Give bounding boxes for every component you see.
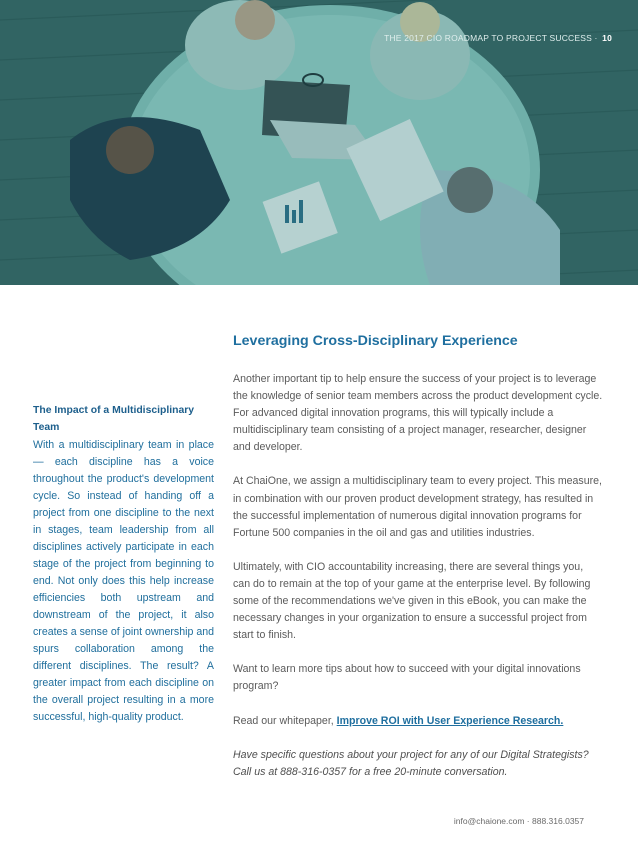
cta-prefix: Read our whitepaper,	[233, 714, 337, 727]
main-article	[233, 330, 603, 798]
paragraph-learn-more: Want to learn more tips about how to succeed with your digital innovations program?	[233, 663, 581, 693]
article-heading: Leveraging Cross-Disciplinary Experience	[233, 333, 518, 349]
sidebar-body: With a multidisciplinary team in place — each discipline has a voice throughout the product's development cycle. So instead of handing off a project from one discipline to the next in stages, team leadership from all disciplines actively participate in each stage of the project from beginning to end. Not only does this help increase efficiencies both upstream and downstream of the project, it also creates a sense of joint ownership and spurs collaboration among the different disciplines. The result? A greater impact from each discipline on the overall project resulting in a more successful, high-quality product.	[33, 439, 214, 723]
whitepaper-cta	[233, 713, 603, 730]
document-title: THE 2017 CIO ROADMAP TO PROJECT SUCCESS ·	[384, 33, 598, 43]
contact-callout: Have specific questions about your project for any of our Digital Strategists? Call us at 888-316-0357 for a free 20-minute conversation.	[233, 748, 589, 778]
sidebar-callout	[33, 402, 214, 726]
whitepaper-link[interactable]: Improve ROI with User Experience Research.	[336, 714, 564, 727]
sidebar-title: The Impact of a Multidisciplinary Team	[33, 405, 195, 433]
hero-image	[0, 0, 638, 285]
paragraph-leverage: Another important tip to help ensure the success of your project is to leverage the knowledge of senior team members across the product development cycle. For advanced digital innovation programs, this will typically include a multidisciplinary team consisting of a project manager, researcher, designer and developer.	[233, 373, 603, 454]
page-number: 10	[602, 33, 612, 43]
footer-contact: info@chaione.com · 888.316.0357	[453, 816, 584, 826]
running-header	[384, 33, 612, 43]
paragraph-chaione: At ChaiOne, we assign a multidisciplinary team to every project. This measure, in combination with our proven product development strategy, has resulted in the successful implementation of numerous digital innovation programs for Fortune 500 companies in the oil and gas and utilities industries.	[233, 475, 602, 539]
paragraph-accountability: Ultimately, with CIO accountability increasing, there are several things you, can do to remain at the top of your game at the enterprise level. By following some of the recommendations we've given in this eBook, you can make the necessary changes in your organization to ensure a successful project from start to finish.	[233, 560, 591, 642]
